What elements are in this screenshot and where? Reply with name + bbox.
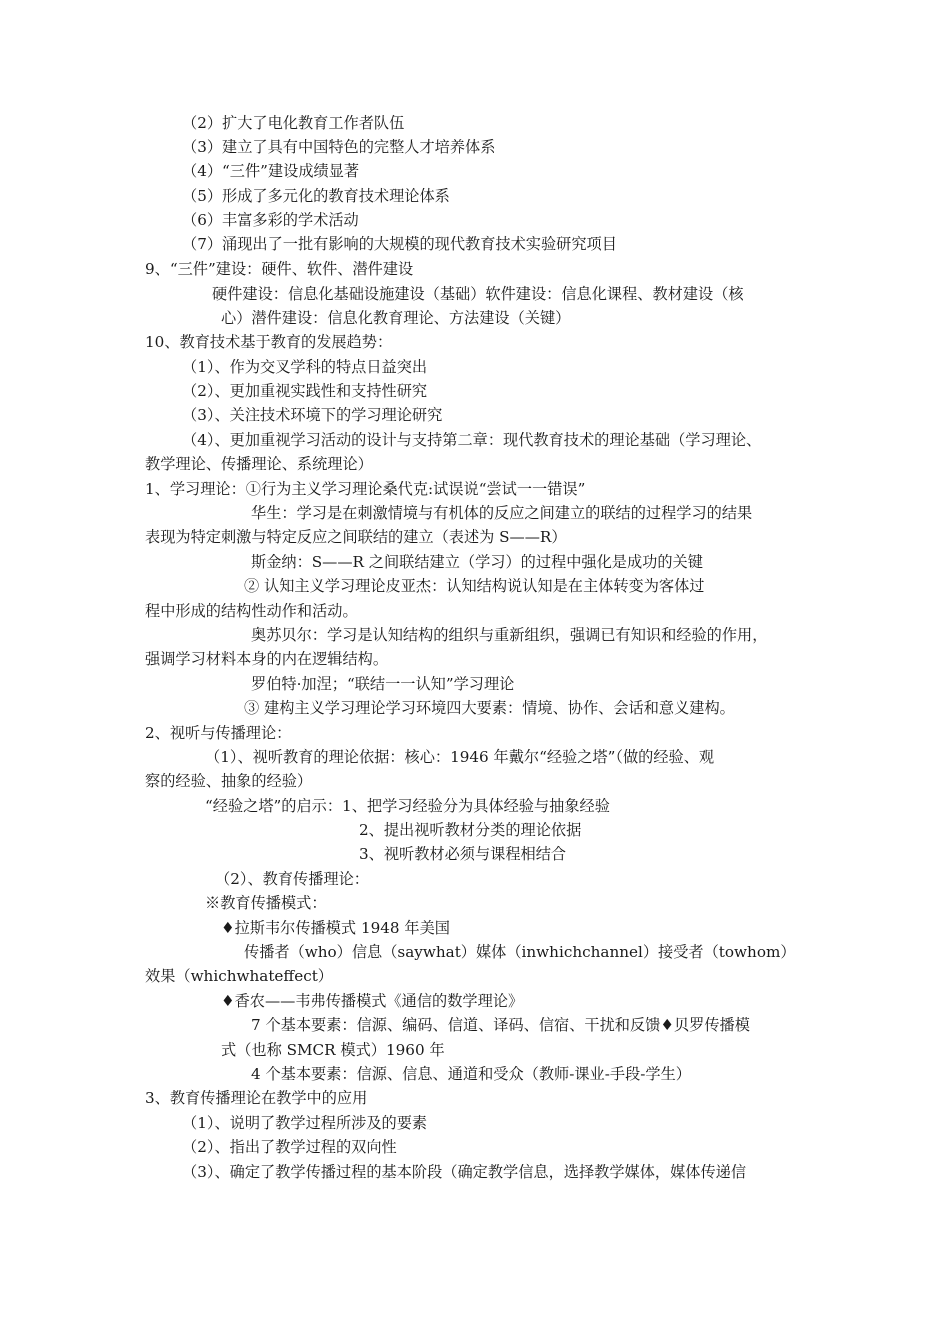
text-line: ② 认知主义学习理论皮亚杰：认知结构说认知是在主体转变为客体过 xyxy=(244,577,705,595)
text-line: （2）、更加重视实践性和支持性研究 xyxy=(182,382,428,400)
text-line: （2）、教育传播理论： xyxy=(215,870,369,888)
text-line: 效果（whichwhateffect） xyxy=(145,967,333,985)
text-line: “经验之塔”的启示：1、把学习经验分为具体经验与抽象经验 xyxy=(205,797,610,815)
text-line: ♦拉斯韦尔传播模式 1948 年美国 xyxy=(221,919,450,937)
text-line: 心）潜件建设：信息化教育理论、方法建设（关键） xyxy=(221,309,571,327)
text-line: 教学理论、传播理论、系统理论） xyxy=(145,455,373,473)
text-line: （3）建立了具有中国特色的完整人才培养体系 xyxy=(182,138,496,156)
section-heading: 3、教育传播理论在教学中的应用 xyxy=(145,1089,368,1107)
text-line: （6）丰富多彩的学术活动 xyxy=(182,211,359,229)
text-line: 2、提出视听教材分类的理论依据 xyxy=(359,821,582,839)
text-line: 4 个基本要素：信源、信息、通道和受众（教师-课业-手段-学生） xyxy=(251,1065,691,1083)
text-line: ♦香农——韦弗传播模式《通信的数学理论》 xyxy=(221,992,524,1010)
text-line: 奥苏贝尔：学习是认知结构的组织与重新组织，强调已有知识和经验的作用， xyxy=(251,626,768,644)
text-line: 察的经验、抽象的经验） xyxy=(145,772,313,790)
text-line: ③ 建构主义学习理论学习环境四大要素：情境、协作、会话和意义建构。 xyxy=(244,699,735,717)
text-line: 程中形成的结构性动作和活动。 xyxy=(145,602,358,620)
text-line: （1）、作为交叉学科的特点日益突出 xyxy=(182,358,428,376)
text-line: （1）、说明了教学过程所涉及的要素 xyxy=(182,1114,428,1132)
section-heading: 10、教育技术基于教育的发展趋势： xyxy=(145,333,393,351)
text-line: 硬件建设：信息化基础设施建设（基础）软件建设：信息化课程、教材建设（核 xyxy=(212,285,744,303)
text-line: （4）“三件”建设成绩显著 xyxy=(182,162,360,180)
text-line: 3、视听教材必须与课程相结合 xyxy=(359,845,567,863)
text-line: （3）、关注技术环境下的学习理论研究 xyxy=(182,406,443,424)
text-line: 传播者（who）信息（saywhat）媒体（inwhichchannel）接受者（towhom） xyxy=(244,943,796,961)
text-line: （4）、更加重视学习活动的设计与支持第二章：现代教育技术的理论基础（学习理论、 xyxy=(182,431,762,449)
text-line: 7 个基本要素：信源、编码、信道、译码、信宿、干扰和反馈♦贝罗传播模 xyxy=(251,1016,750,1034)
text-line: 式（也称 SMCR 模式）1960 年 xyxy=(221,1041,445,1059)
text-line: 强调学习材料本身的内在逻辑结构。 xyxy=(145,650,388,668)
text-line: （1）、视听教育的理论依据：核心：1946 年戴尔“经验之塔”（做的经验、观 xyxy=(205,748,715,766)
text-line: （3）、确定了教学传播过程的基本阶段（确定教学信息，选择教学媒体，媒体传递信 xyxy=(182,1163,747,1181)
text-line: ※教育传播模式： xyxy=(205,894,327,912)
text-line: （2）、指出了教学过程的双向性 xyxy=(182,1138,397,1156)
section-heading: 2、视听与传播理论： xyxy=(145,724,292,742)
text-line: 斯金纳：S——R 之间联结建立（学习）的过程中强化是成功的关键 xyxy=(251,553,703,571)
text-line: （5）形成了多元化的教育技术理论体系 xyxy=(182,187,450,205)
section-heading: 9、“三件”建设：硬件、软件、潜件建设 xyxy=(145,260,414,278)
text-line: （2）扩大了电化教育工作者队伍 xyxy=(182,114,405,132)
text-line: （7）涌现出了一批有影响的大规模的现代教育技术实验研究项目 xyxy=(182,235,617,253)
text-line: 表现为特定刺激与特定反应之间联结的建立（表述为 S——R） xyxy=(145,528,567,546)
text-line: 华生：学习是在刺激情境与有机体的反应之间建立的联结的过程学习的结果 xyxy=(251,504,753,522)
section-heading: 1、学习理论：①行为主义学习理论桑代克:试误说“尝试一一错误” xyxy=(145,480,586,498)
text-line: 罗伯特·加涅；“联结一一认知”学习理论 xyxy=(251,675,515,693)
